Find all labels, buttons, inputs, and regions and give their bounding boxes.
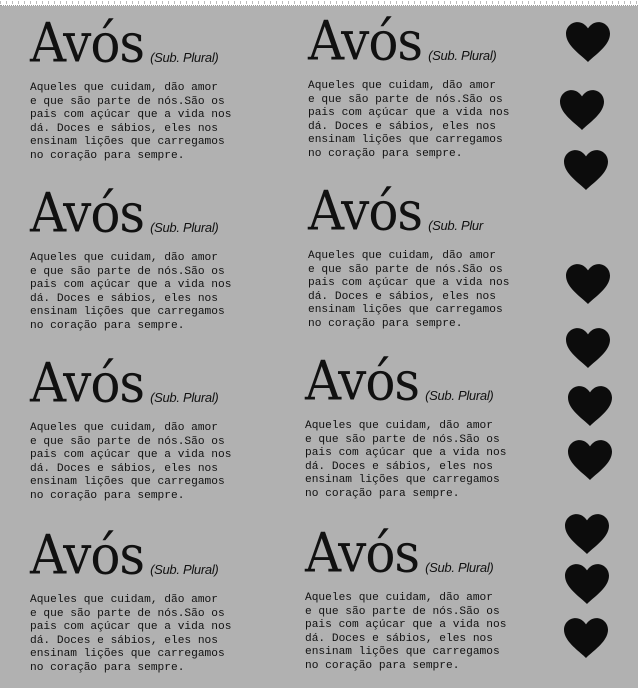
body-line: ensinam lições que carregamos — [305, 646, 500, 659]
card-subtitle: (Sub. Plural) — [150, 562, 219, 577]
body-line: ensinam lições que carregamos — [308, 304, 503, 317]
body-line: pais com açúcar que a vida nos — [305, 447, 507, 460]
body-line: e que são parte de nós.São os — [305, 605, 500, 618]
heart-icon — [566, 328, 610, 368]
card-body — [30, 82, 290, 164]
definition-card-8 — [305, 521, 565, 674]
definition-card-4 — [308, 179, 568, 332]
card-title: Avós — [30, 181, 145, 245]
body-line: dá. Doces e sábios, eles nos — [30, 634, 218, 647]
body-line: pais com açúcar que a vida nos — [308, 277, 510, 290]
body-line: Aqueles que cuidam, dão amor — [30, 252, 218, 264]
body-line: no coração para sempre. — [30, 489, 185, 502]
definition-card-1 — [30, 11, 290, 164]
body-line: pais com açúcar que a vida nos — [30, 449, 232, 462]
body-line: dá. Doces e sábios, eles nos — [308, 120, 496, 133]
body-line: no coração para sempre. — [30, 149, 185, 162]
body-line: e que são parte de nós.São os — [308, 93, 503, 106]
card-subtitle: (Sub. Plural) — [150, 390, 219, 405]
body-line: Aqueles que cuidam, dão amor — [30, 594, 218, 606]
card-title: Avós — [30, 523, 145, 587]
card-title: Avós — [308, 179, 423, 243]
body-line: ensinam lições que carregamos — [305, 474, 500, 487]
body-line: no coração para sempre. — [308, 147, 463, 160]
definition-card-3 — [30, 181, 290, 334]
card-subtitle: (Sub. Plural) — [428, 48, 497, 63]
heart-icon — [568, 386, 612, 426]
card-subtitle: (Sub. Plural) — [425, 560, 494, 575]
heart-icon — [560, 90, 604, 130]
body-line: no coração para sempre. — [305, 487, 460, 500]
body-line: no coração para sempre. — [308, 317, 463, 330]
card-subtitle: (Sub. Plur — [428, 218, 483, 233]
card-body — [305, 420, 565, 502]
card-body — [30, 252, 290, 334]
definition-card-6 — [305, 349, 565, 502]
card-body — [308, 250, 568, 332]
card-heading — [30, 523, 290, 587]
body-line: dá. Doces e sábios, eles nos — [305, 632, 493, 645]
card-heading — [305, 349, 565, 413]
top-ruler — [0, 0, 638, 6]
card-heading — [30, 181, 290, 245]
heart-icon — [566, 22, 610, 62]
heart-icon — [565, 564, 609, 604]
body-line: pais com açúcar que a vida nos — [30, 279, 232, 292]
body-line: Aqueles que cuidam, dão amor — [308, 80, 496, 92]
body-line: e que são parte de nós.São os — [30, 95, 225, 108]
body-line: e que são parte de nós.São os — [308, 263, 503, 276]
body-line: e que são parte de nós.São os — [305, 433, 500, 446]
card-subtitle: (Sub. Plural) — [425, 388, 494, 403]
body-line: ensinam lições que carregamos — [30, 648, 225, 661]
body-line: e que são parte de nós.São os — [30, 607, 225, 620]
body-line: Aqueles que cuidam, dão amor — [305, 592, 493, 604]
card-title: Avós — [308, 9, 423, 73]
card-title: Avós — [305, 521, 420, 585]
card-body — [305, 592, 565, 674]
definition-card-5 — [30, 351, 290, 504]
card-body — [30, 422, 290, 504]
body-line: dá. Doces e sábios, eles nos — [30, 122, 218, 135]
body-line: no coração para sempre. — [305, 659, 460, 672]
card-title: Avós — [305, 349, 420, 413]
card-title: Avós — [30, 11, 145, 75]
card-body — [30, 594, 290, 676]
body-line: pais com açúcar que a vida nos — [30, 621, 232, 634]
card-heading — [308, 9, 568, 73]
heart-icon — [564, 150, 608, 190]
body-line: e que são parte de nós.São os — [30, 435, 225, 448]
body-line: ensinam lições que carregamos — [30, 476, 225, 489]
heart-icon — [566, 264, 610, 304]
body-line: pais com açúcar que a vida nos — [305, 619, 507, 632]
body-line: Aqueles que cuidam, dão amor — [305, 420, 493, 432]
body-line: ensinam lições que carregamos — [308, 134, 503, 147]
card-body — [308, 80, 568, 162]
heart-icon — [565, 514, 609, 554]
card-heading — [308, 179, 568, 243]
body-line: dá. Doces e sábios, eles nos — [305, 460, 493, 473]
body-line: no coração para sempre. — [30, 319, 185, 332]
heart-icon — [564, 618, 608, 658]
body-line: dá. Doces e sábios, eles nos — [308, 290, 496, 303]
body-line: Aqueles que cuidam, dão amor — [30, 82, 218, 94]
definition-card-2 — [308, 9, 568, 162]
body-line: pais com açúcar que a vida nos — [30, 109, 232, 122]
body-line: pais com açúcar que a vida nos — [308, 107, 510, 120]
body-line: dá. Doces e sábios, eles nos — [30, 292, 218, 305]
body-line: Aqueles que cuidam, dão amor — [30, 422, 218, 434]
body-line: ensinam lições que carregamos — [30, 136, 225, 149]
card-subtitle: (Sub. Plural) — [150, 220, 219, 235]
body-line: dá. Doces e sábios, eles nos — [30, 462, 218, 475]
card-title: Avós — [30, 351, 145, 415]
card-heading — [305, 521, 565, 585]
heart-icon — [568, 440, 612, 480]
body-line: no coração para sempre. — [30, 661, 185, 674]
card-subtitle: (Sub. Plural) — [150, 50, 219, 65]
body-line: Aqueles que cuidam, dão amor — [308, 250, 496, 262]
body-line: ensinam lições que carregamos — [30, 306, 225, 319]
body-line: e que são parte de nós.São os — [30, 265, 225, 278]
definition-card-7 — [30, 523, 290, 676]
card-heading — [30, 11, 290, 75]
card-heading — [30, 351, 290, 415]
